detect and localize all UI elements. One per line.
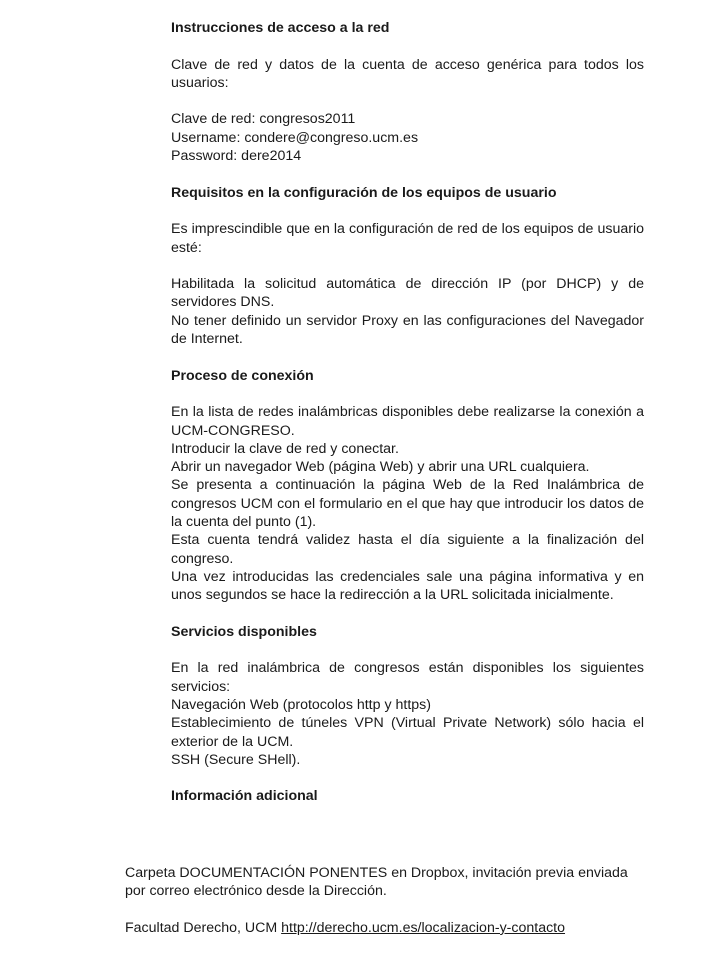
username: Username: condere@congreso.ucm.es [171,129,419,146]
location-link[interactable]: http://derecho.ucm.es/localizacion-y-contacto [281,919,566,936]
password: Password: dere2014 [171,148,302,165]
requirement-item: Habilitada la solicitud automática de dirección IP (por DHCP) y de servidores DNS. [171,276,644,311]
requirement-item: No tener definido un servidor Proxy en las configuraciones del Navegador de Internet. [171,312,644,348]
location-line [125,919,645,937]
process-step: En la lista de redes inalámbricas disponibles debe realizarse la conexión a UCM-CONGRESO. [171,404,644,439]
heading-services: Servicios disponibles [171,623,317,640]
heading-access: Instrucciones de acceso a la red [171,20,390,36]
process-step: Introducir la clave de red y conectar. [171,440,399,457]
service-item: Navegación Web (protocolos http y https) [171,696,431,713]
heading-requirements: Requisitos en la configuración de los equipos de usuario [171,184,557,201]
requirements-intro: Es imprescindible que en la configuración de red de los equipos de usuario esté: [171,221,644,256]
service-item: SSH (Secure SHell). [171,751,301,768]
footer [125,864,645,937]
process-step: Esta cuenta tendrá validez hasta el día siguiente a la finalización del congreso. [171,532,644,567]
heading-process: Proceso de conexión [171,367,314,384]
dropbox-note: Carpeta DOCUMENTACIÓN PONENTES en Dropbox, invitación previa enviada por correo electrónico desde la Dirección. [125,865,628,900]
location-label: Facultad Derecho, UCM [125,919,282,936]
access-intro: Clave de red y datos de la cuenta de acceso genérica para todos los usuarios: [171,56,644,91]
service-item: Establecimiento de túneles VPN (Virtual Private Network) sólo hacia el exterior de la UCM. [171,715,644,750]
process-step: Se presenta a continuación la página Web de la Red Inalámbrica de congresos UCM con el formulario en el que hay que introducir los datos de la cuenta del punto (1). [171,477,644,531]
network-key: Clave de red: congresos2011 [171,111,356,128]
heading-additional-info: Información adicional [171,788,318,805]
process-step: Abrir un navegador Web (página Web) y abrir una URL cualquiera. [171,459,590,476]
document-body [171,19,644,806]
services-intro: En la red inalámbrica de congresos están disponibles los siguientes servicios: [171,660,644,695]
process-step: Una vez introducidas las credenciales sale una página informativa y en unos segundos se hace la redirección a la URL solicitada inicialmente. [171,568,644,604]
